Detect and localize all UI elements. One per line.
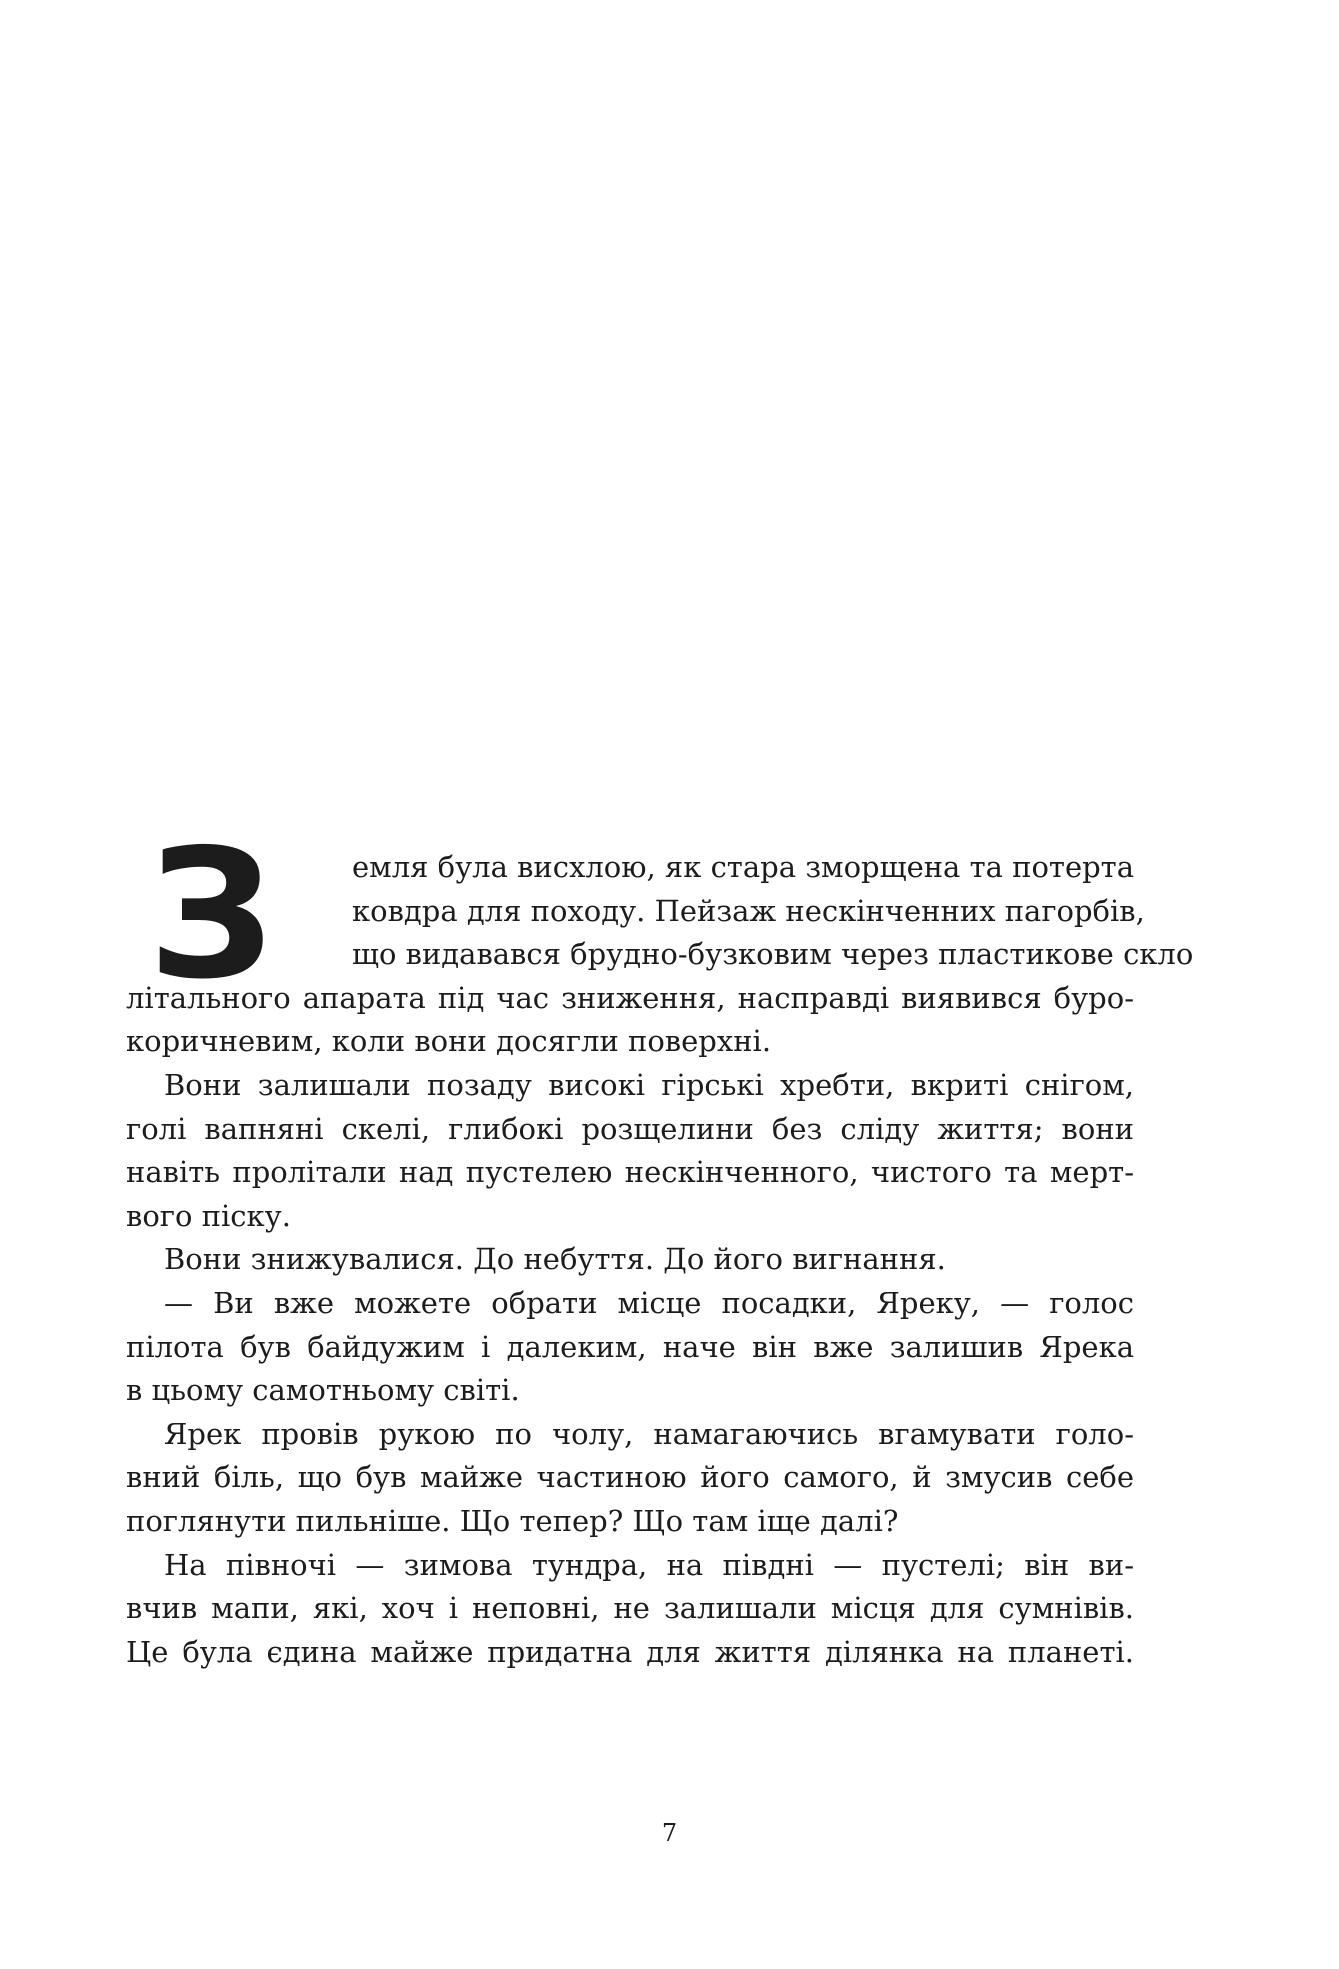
text-line: ковдра для походу. Пейзаж нескінченних пагорбів,	[352, 893, 1145, 928]
text-line: в цьому самотньому світі.	[126, 1373, 520, 1408]
drop-cap: З	[148, 811, 275, 1018]
text-line: пілота був байдужим і далеким, наче він вже залишив Ярека	[126, 1329, 1134, 1364]
text-line: літального апарата під час зниження, насправді виявився буро-	[126, 980, 1134, 1015]
text-line: що видавався брудно-бузковим через пластикове скло	[352, 937, 1194, 972]
text-line: Вони залишали позаду високі гірські хребти, вкриті снігом,	[164, 1067, 1134, 1102]
text-line: голі вапняні скелі, глибокі розщелини без сліду життя; вони	[126, 1111, 1134, 1146]
text-line: Ярек провів рукою по чолу, намагаючись вгамувати голо-	[164, 1416, 1134, 1451]
text-line: вний біль, що був майже частиною його самого, й змусив себе	[126, 1460, 1134, 1495]
text-line: На півночі — зимова тундра, на півдні — пустелі; він ви-	[164, 1547, 1134, 1582]
text-line: навіть пролітали над пустелею нескінченного, чистого та мерт-	[126, 1155, 1134, 1190]
text-line: Це була єдина майже придатна для життя ділянка на планеті.	[126, 1634, 1134, 1669]
text-line: вого піску.	[126, 1198, 291, 1233]
text-line: вчив мапи, які, хоч і неповні, не залишали місця для сумнівів.	[126, 1591, 1134, 1626]
text-line: Вони знижувалися. До небуття. До його вигнання.	[164, 1242, 946, 1277]
text-line: емля була висхлою, як стара зморщена та потерта	[352, 850, 1135, 884]
body-text	[126, 846, 1194, 1674]
text-line: — Ви вже можете обрати місце посадки, Яреку, — голос	[164, 1285, 1134, 1320]
page-number: 7	[661, 1819, 678, 1847]
text-line: поглянути пильніше. Що тепер? Що там іще далі?	[126, 1503, 899, 1538]
text-line: коричневим, коли вони досягли поверхні.	[126, 1024, 772, 1059]
